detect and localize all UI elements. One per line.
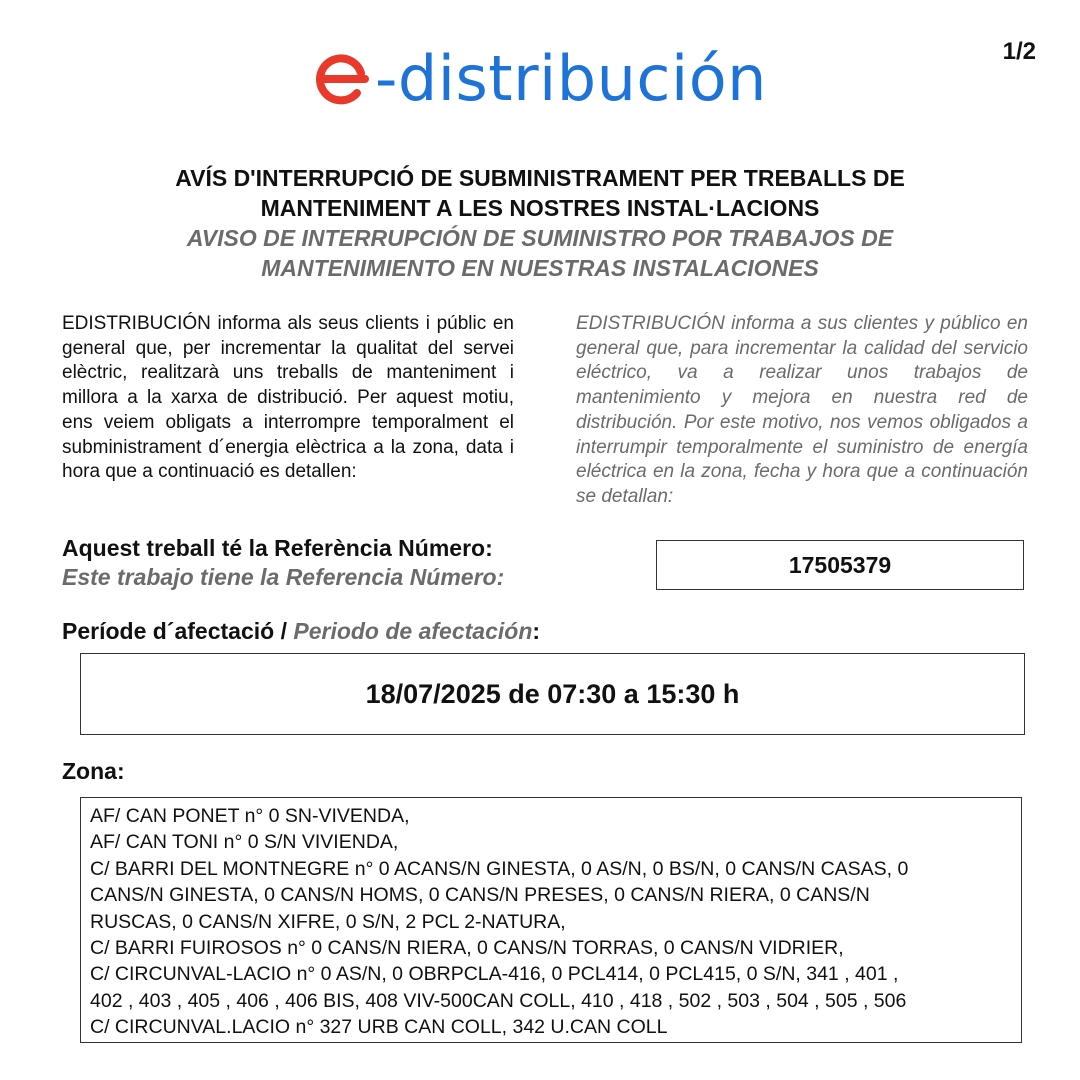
zona-line: C/ CIRCUNVAL.LACIO n° 327 URB CAN COLL, 342 U.CAN COLL: [90, 1016, 668, 1039]
title-ca-line2: MANTENIMENT A LES NOSTRES INSTAL·LACIONS: [260, 195, 820, 221]
period-separator: /: [274, 618, 294, 644]
intro-text-catalan: EDISTRIBUCIÓN informa als seus clients i públic en general que, per incrementar la qualitat del servei elèctric, realitzarà uns treballs de manteniment i millora a la xarxa de distribució. Per aquest motiu, ens veiem obligats a interrompre temporalment el subministrament d´energia elèctrica a la zona, data i hora que a continuació es detallen:: [62, 313, 514, 483]
reference-number: 17505379: [788, 551, 892, 578]
zona-line: AF/ CAN TONI n° 0 S/N VIVIENDA,: [90, 831, 399, 854]
period-label-ca: Període d´afectació: [62, 618, 275, 644]
logo-wordmark: -distribución: [375, 42, 767, 115]
zona-box: [80, 797, 1022, 1043]
zona-line: C/ CIRCUNVAL-LACIO n° 0 AS/N, 0 OBRPCLA-416, 0 PCL414, 0 PCL415, 0 S/N, 341 , 401 ,: [90, 963, 899, 986]
zona-line: 402 , 403 , 405 , 406 , 406 BIS, 408 VIV-500CAN COLL, 410 , 418 , 502 , 503 , 504 , 505 , 506: [90, 989, 907, 1012]
period-label-es: Periodo de afectación: [293, 618, 533, 644]
reference-labels: [62, 534, 504, 592]
period-colon: :: [532, 618, 541, 644]
zona-label: Zona:: [62, 758, 125, 784]
reference-label-es: Este trabajo tiene la Referencia Número:: [62, 564, 505, 590]
zona-line: AF/ CAN PONET n° 0 SN-VIVENDA,: [90, 805, 410, 827]
title-ca-line1: AVÍS D'INTERRUPCIÓ DE SUBMINISTRAMENT PER TREBALLS DE: [175, 165, 905, 191]
title-es-line2: MANTENIMIENTO EN NUESTRAS INSTALACIONES: [261, 255, 819, 281]
zona-line: C/ BARRI FUIROSOS n° 0 CANS/N RIERA, 0 CANS/N TORRAS, 0 CANS/N VIDRIER,: [90, 937, 844, 960]
intro-text-spanish: EDISTRIBUCIÓN informa a sus clientes y público en general que, para incrementar la calidad del servicio eléctrico, va a realizar unos trabajos de mantenimiento y mejora en nuestra red de distribución. Por este motivo, nos vemos obligados a interrumpir temporalmente el suministro de energía eléctrica en la zona, fecha y hora que a continuación se detallan:: [576, 313, 1028, 507]
zona-line: RUSCAS, 0 CANS/N XIFRE, 0 S/N, 2 PCL 2-NATURA,: [90, 910, 566, 933]
period-box: [80, 653, 1025, 735]
company-logo: [0, 42, 1080, 115]
zona-line: C/ BARRI DEL MONTNEGRE n° 0 ACANS/N GINESTA, 0 AS/N, 0 BS/N, 0 CANS/N CASAS, 0: [90, 857, 909, 880]
page-number: 1/2: [1002, 38, 1036, 65]
e-distribucion-logo-icon: [313, 49, 369, 109]
title-es-line1: AVISO DE INTERRUPCIÓN DE SUMINISTRO POR TRABAJOS DE: [186, 225, 894, 251]
period-value: 18/07/2025 de 07:30 a 15:30 h: [365, 678, 740, 709]
reference-number-box: [656, 540, 1024, 590]
notice-title: [60, 163, 1020, 283]
period-label: [62, 618, 540, 645]
zona-line: CANS/N GINESTA, 0 CANS/N HOMS, 0 CANS/N PRESES, 0 CANS/N RIERA, 0 CANS/N: [90, 884, 870, 907]
reference-label-ca: Aquest treball té la Referència Número:: [62, 535, 493, 561]
